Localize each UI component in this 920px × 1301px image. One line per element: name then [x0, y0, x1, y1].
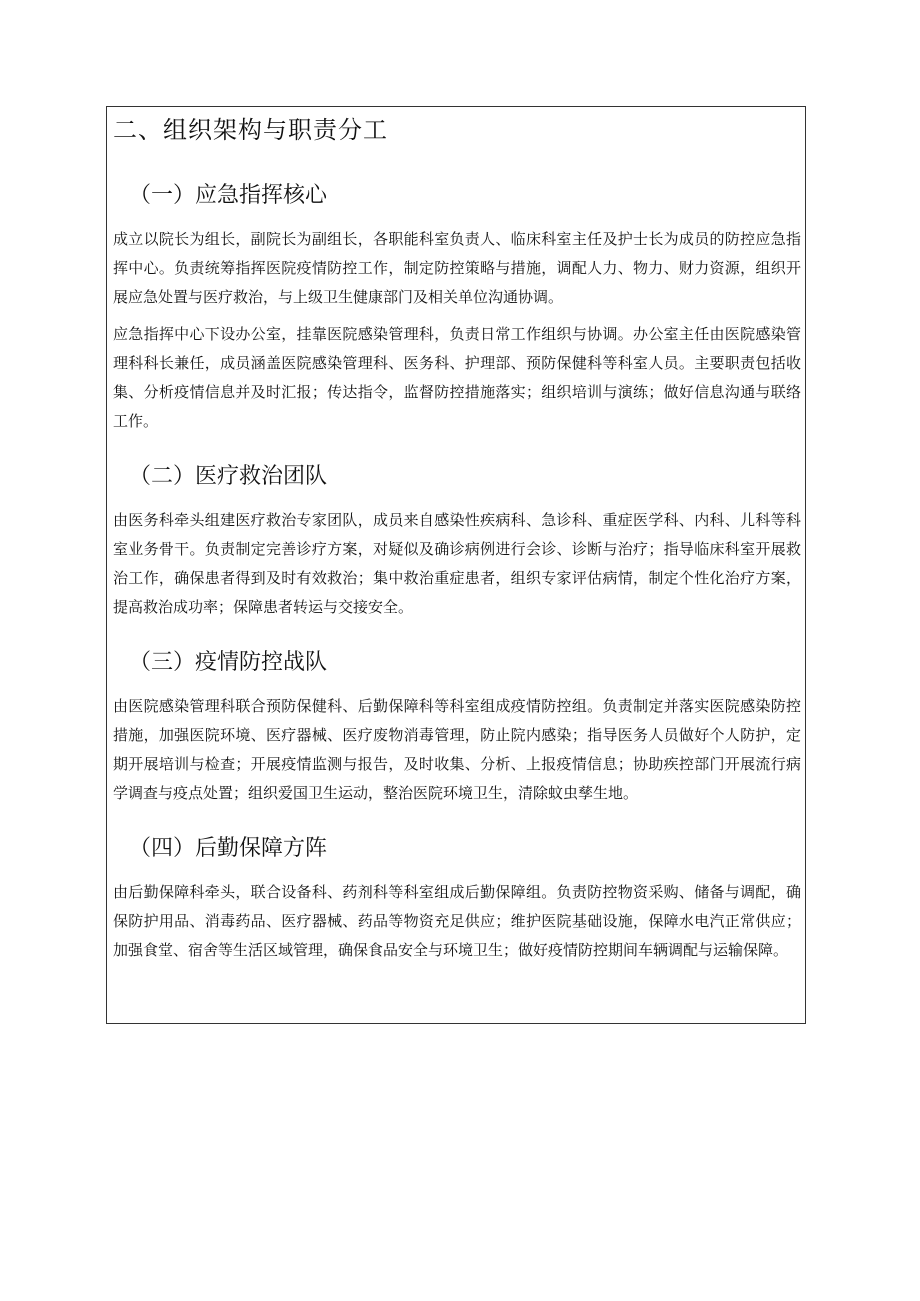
paragraph-4-1: 由后勤保障科牵头，联合设备科、药剂科等科室组成后勤保障组。负责防控物资采购、储备与调配，确保防护用品、消毒药品、医疗器械、药品等物资充足供应；维护医院基础设施，保障水电汽正常供应；加强食堂、宿舍等生活区域管理，确保食品安全与环境卫生；做好疫情防控期间车辆调配与运输保障。: [113, 883, 801, 959]
subsection-title-4: （四）后勤保障方阵: [129, 836, 328, 861]
section-title: 二、组织架构与职责分工: [113, 116, 388, 144]
subsection-title-3: （三）疫情防控战队: [129, 650, 328, 675]
paragraph-1-2: 应急指挥中心下设办公室，挂靠医院感染管理科，负责日常工作组织与协调。办公室主任由医院感染管理科科长兼任，成员涵盖医院感染管理科、医务科、护理部、预防保健科等科室人员。主要职责包括收集、分析疫情信息并及时汇报；传达指令，监督防控措施落实；组织培训与演练；做好信息沟通与联络工作。: [113, 325, 801, 430]
paragraph-3-1: 由医院感染管理科联合预防保健科、后勤保障科等科室组成疫情防控组。负责制定并落实医院感染防控措施，加强医院环境、医疗器械、医疗废物消毒管理，防止院内感染；指导医务人员做好个人防护，定期开展培训与检查；开展疫情监测与报告，及时收集、分析、上报疫情信息；协助疾控部门开展流行病学调查与疫点处置；组织爱国卫生运动，整治医院环境卫生，清除蚊虫孳生地。: [113, 697, 801, 802]
paragraph-1-1: 成立以院长为组长，副院长为副组长，各职能科室负责人、临床科室主任及护士长为成员的防控应急指挥中心。负责统筹指挥医院疫情防控工作，制定防控策略与措施，调配人力、物力、财力资源，组织开展应急处置与医疗救治，与上级卫生健康部门及相关单位沟通协调。: [113, 230, 801, 306]
subsection-title-2: （二）医疗救治团队: [129, 464, 328, 489]
subsection-title-1: （一）应急指挥核心: [129, 183, 328, 208]
document-frame: [106, 106, 806, 1024]
paragraph-2-1: 由医务科牵头组建医疗救治专家团队，成员来自感染性疾病科、急诊科、重症医学科、内科、儿科等科室业务骨干。负责制定完善诊疗方案，对疑似及确诊病例进行会诊、诊断与治疗；指导临床科室开展救治工作，确保患者得到及时有效救治；集中救治重症患者，组织专家评估病情，制定个性化治疗方案，提高救治成功率；保障患者转运与交接安全。: [113, 511, 801, 616]
